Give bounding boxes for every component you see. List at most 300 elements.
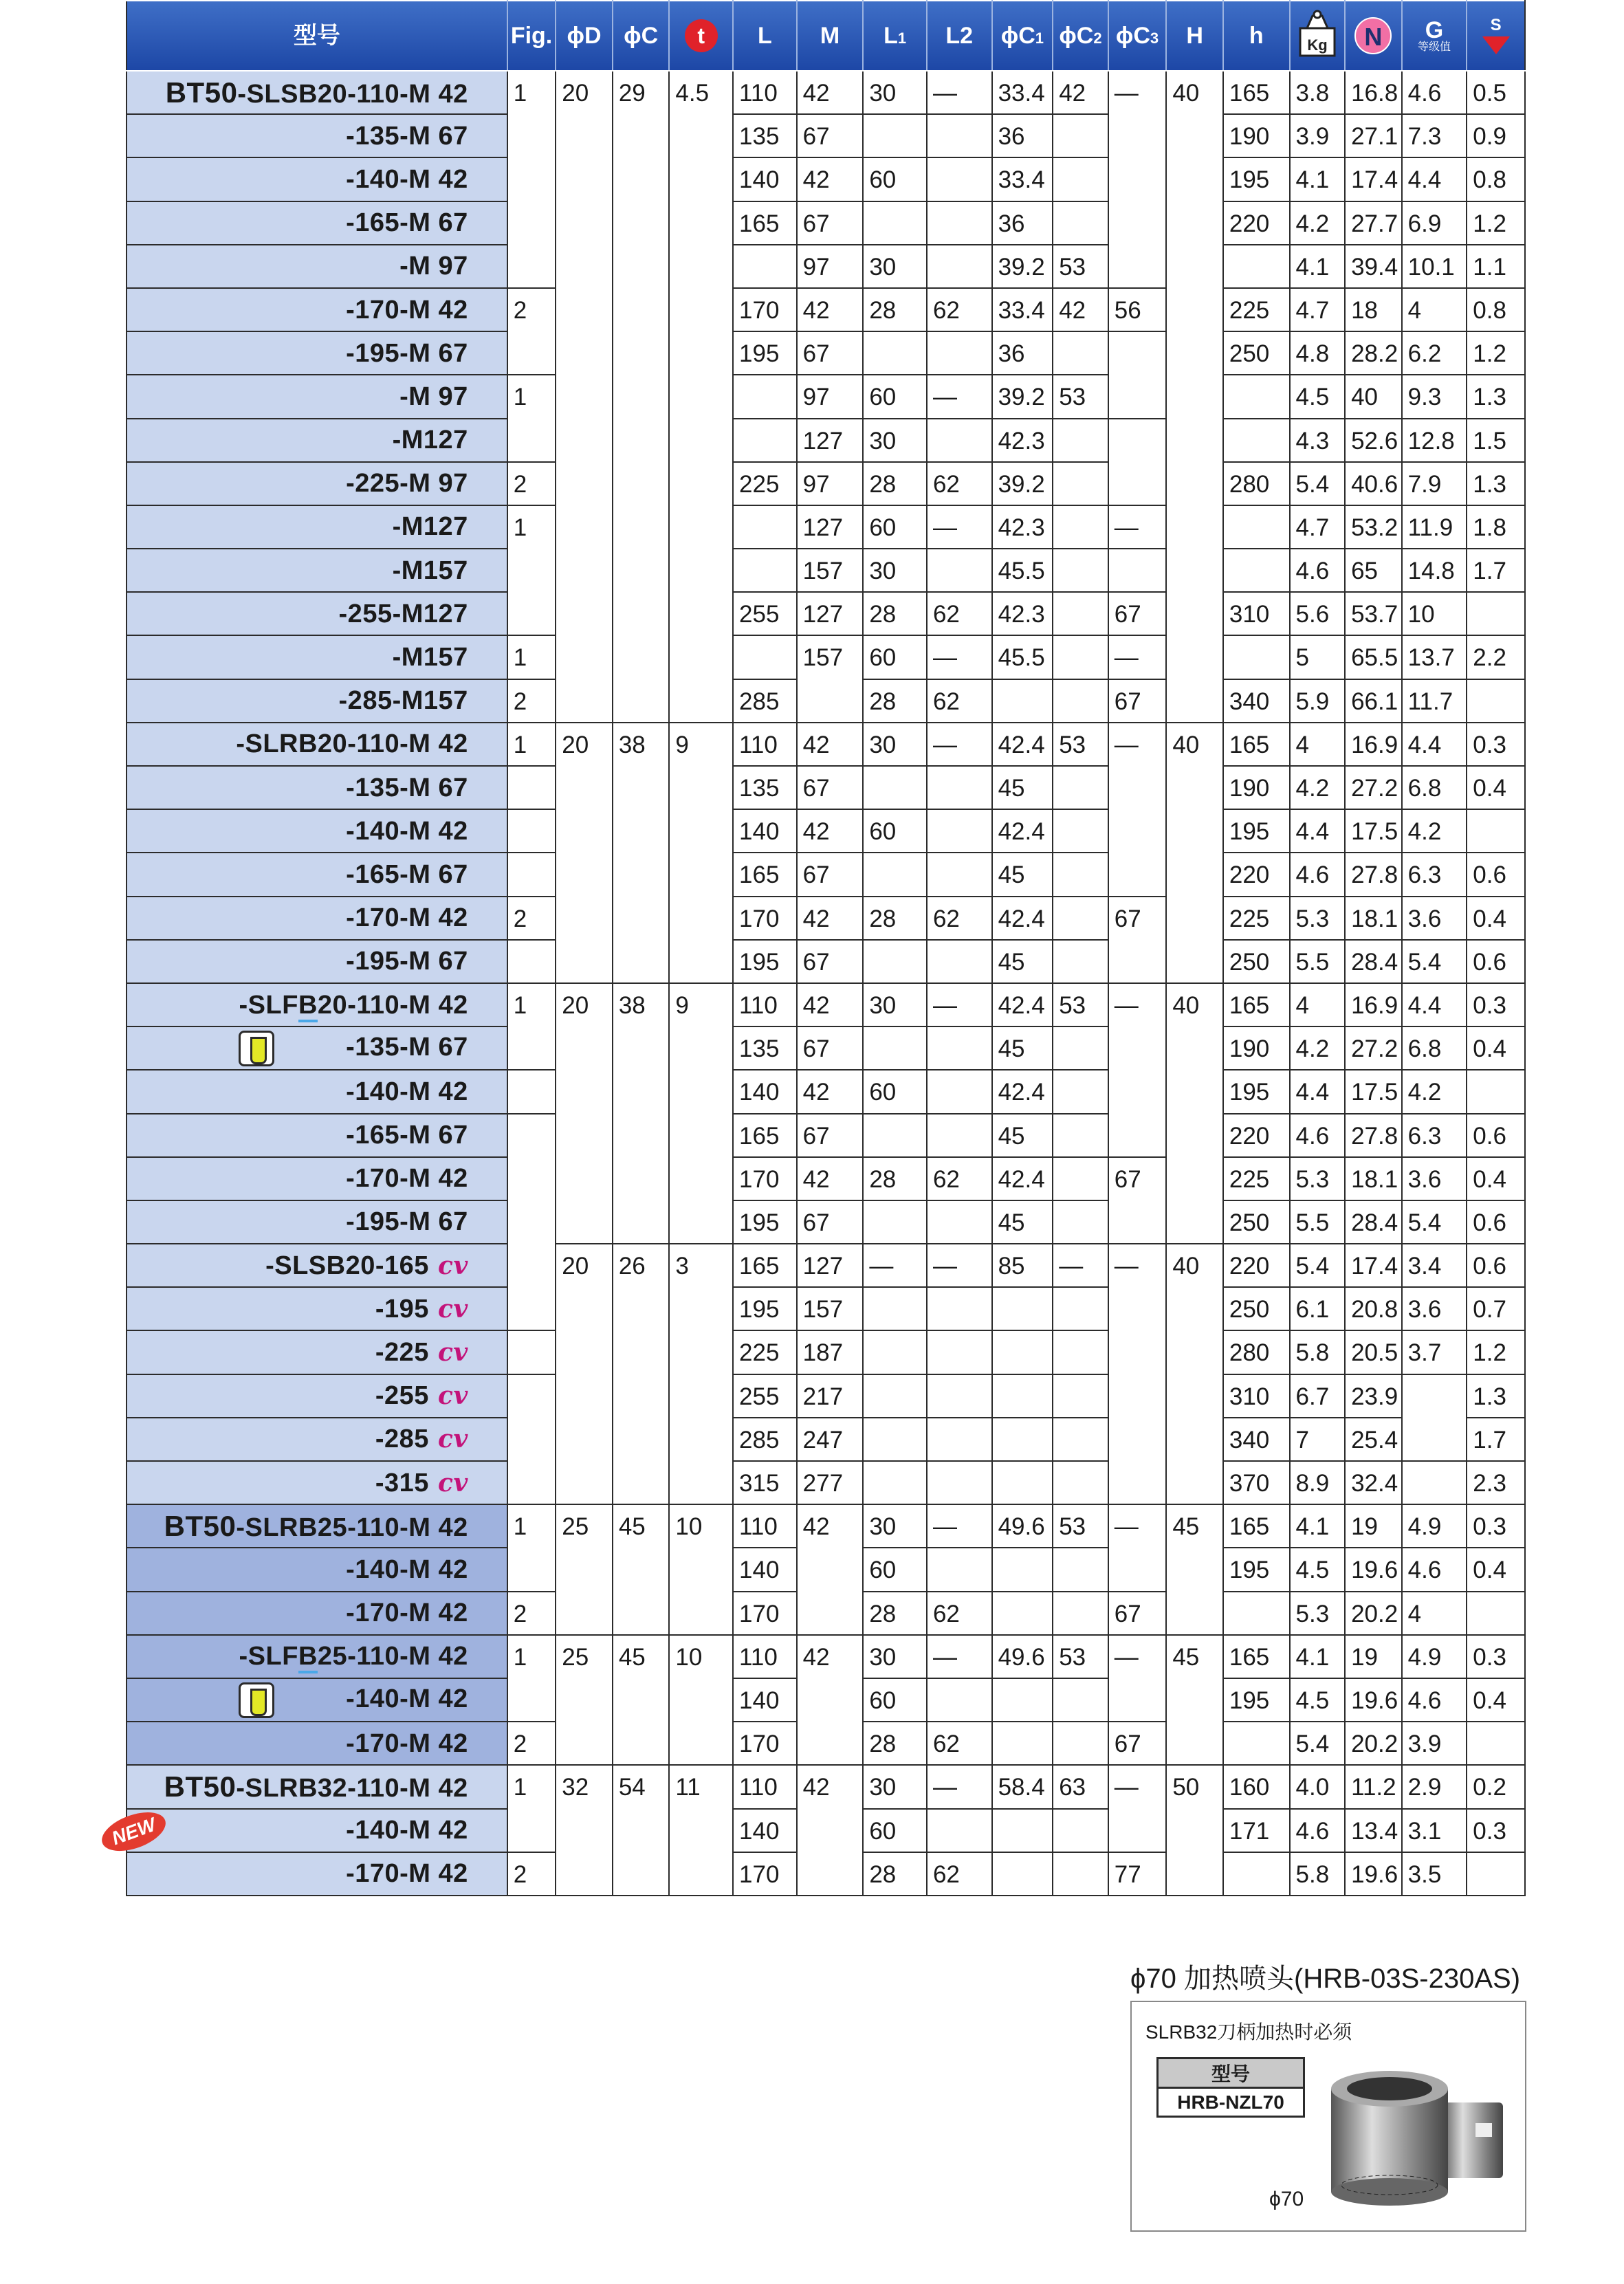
model-cell: [127, 505, 507, 549]
cell-C2: [1053, 1026, 1108, 1070]
cell-M: 67: [797, 766, 864, 809]
cell-L2: 62: [927, 679, 992, 723]
col-header-4: [669, 1, 733, 71]
model-text: -285-M157: [338, 686, 468, 716]
model-cell: [127, 1026, 507, 1070]
cell-h: 190: [1223, 114, 1290, 157]
cell-t: 10: [669, 1504, 733, 1635]
cell-N: 27.2: [1345, 1026, 1402, 1070]
cell-L: 165: [733, 1244, 797, 1287]
cell-G: 14.8: [1402, 549, 1467, 592]
cell-M: 127: [797, 505, 864, 549]
cell-N: 39.4: [1345, 245, 1402, 288]
cell-L: 195: [733, 331, 797, 375]
cell-G: 4.9: [1402, 1635, 1467, 1678]
cell-L1: 30: [863, 1504, 927, 1548]
cell-D: 32: [556, 1765, 613, 1896]
cell-S: 0.4: [1467, 1548, 1525, 1591]
cell-L1: [863, 114, 927, 157]
cell-M: 247: [797, 1418, 864, 1461]
cell-L2: [927, 1200, 992, 1244]
cell-G: 10.1: [1402, 245, 1467, 288]
cell-G: 4.9: [1402, 1504, 1467, 1548]
cell-H: 45: [1166, 1635, 1223, 1766]
cell-fig: 2: [507, 679, 556, 723]
cell-L1: [863, 331, 927, 375]
cell-h: [1223, 375, 1290, 418]
cell-M: 42: [797, 1765, 864, 1896]
down-arrow-icon: [1482, 36, 1510, 54]
model-cell: [127, 1852, 507, 1896]
model-text: -M157: [392, 643, 468, 672]
model-cell: [127, 245, 507, 288]
model-text: -135-M 67: [346, 1032, 468, 1062]
col-header-9: ϕC1: [992, 1, 1053, 71]
cell-kg: 3.8: [1290, 71, 1346, 114]
model-text: -285: [375, 1425, 429, 1454]
cell-S: 0.4: [1467, 1026, 1525, 1070]
table-row: [127, 71, 1525, 114]
model-cell: [127, 288, 507, 331]
cell-C2: [1053, 157, 1108, 201]
cell-N: 28.4: [1345, 1200, 1402, 1244]
model-text: -SLSB20-110-M 42: [237, 79, 468, 109]
model-cell: [127, 1722, 507, 1765]
cell-C1: 33.4: [992, 71, 1053, 114]
cell-N: 27.7: [1345, 201, 1402, 245]
cell-L1: 30: [863, 549, 927, 592]
model-cell: [127, 1809, 507, 1852]
cell-G: 11.9: [1402, 505, 1467, 549]
cell-kg: 5.5: [1290, 940, 1346, 983]
cell-C2: [1053, 897, 1108, 940]
cell-kg: 4.2: [1290, 766, 1346, 809]
col-header-1: Fig.: [507, 1, 556, 71]
cell-G: 4.6: [1402, 71, 1467, 114]
cell-M: 67: [797, 331, 864, 375]
cell-h: 195: [1223, 1070, 1290, 1113]
model-text: -M157: [392, 556, 468, 585]
cell-L: 110: [733, 723, 797, 766]
cell-C1: 45.5: [992, 635, 1053, 679]
cell-C2: [1053, 114, 1108, 157]
model-cell: [127, 1200, 507, 1244]
table-row: [127, 1114, 1525, 1157]
cell-kg: 4.6: [1290, 853, 1346, 896]
cell-L1: 30: [863, 1765, 927, 1808]
cell-D: 25: [556, 1504, 613, 1635]
cell-L: 165: [733, 1114, 797, 1157]
table-row: [127, 1157, 1525, 1200]
model-cell: [127, 766, 507, 809]
cell-C1: 49.6: [992, 1504, 1053, 1548]
cell-t: 10: [669, 1635, 733, 1766]
cell-L1: 28: [863, 1157, 927, 1200]
cv-mark: cv: [428, 1338, 468, 1368]
cell-L1: 60: [863, 1548, 927, 1591]
table-row: [127, 114, 1525, 157]
cell-h: 225: [1223, 897, 1290, 940]
cell-M: 42: [797, 897, 864, 940]
cell-C1: 39.2: [992, 462, 1053, 505]
cell-fig: 1: [507, 635, 556, 679]
cell-kg: 4: [1290, 723, 1346, 766]
cell-N: 20.8: [1345, 1287, 1402, 1330]
cell-kg: 7: [1290, 1418, 1346, 1461]
cell-L: 140: [733, 809, 797, 853]
cell-M: 277: [797, 1461, 864, 1504]
cell-C1: 42.4: [992, 983, 1053, 1026]
cell-kg: 5.4: [1290, 1244, 1346, 1287]
cell-G: 7.9: [1402, 462, 1467, 505]
cell-L: 135: [733, 766, 797, 809]
cell-N: 28.4: [1345, 940, 1402, 983]
cell-N: 18.1: [1345, 1157, 1402, 1200]
model-cell: [127, 201, 507, 245]
cell-D: 20: [556, 723, 613, 983]
cell-C3: —: [1108, 635, 1167, 679]
cell-L2: 62: [927, 462, 992, 505]
col-header-0: 型号: [127, 1, 507, 71]
table-row: [127, 375, 1525, 418]
cell-L1: 28: [863, 897, 927, 940]
cell-S: 0.3: [1467, 1635, 1525, 1678]
cell-G: 4.2: [1402, 1070, 1467, 1113]
cell-h: 220: [1223, 1114, 1290, 1157]
cell-kg: 8.9: [1290, 1461, 1346, 1504]
cell-S: 0.6: [1467, 1244, 1525, 1287]
cell-H: 40: [1166, 983, 1223, 1244]
cell-N: 16.9: [1345, 983, 1402, 1026]
cell-h: 220: [1223, 201, 1290, 245]
series-prefix: BT50: [165, 76, 238, 109]
cell-M: 187: [797, 1330, 864, 1374]
model-text: -SLRB20-110-M 42: [236, 729, 468, 759]
cell-C3: 77: [1108, 1852, 1167, 1896]
model-text: -SLSB20-165: [265, 1251, 429, 1280]
cell-M: 42: [797, 983, 864, 1026]
cell-N: 19.6: [1345, 1678, 1402, 1722]
cell-C1: 42.3: [992, 592, 1053, 635]
cell-L: 110: [733, 1765, 797, 1808]
cell-L2: 62: [927, 1852, 992, 1896]
cell-C1: [992, 1852, 1053, 1896]
model-text: -M127: [392, 512, 468, 542]
cell-kg: 6.1: [1290, 1287, 1346, 1330]
cell-M: 67: [797, 853, 864, 896]
cell-C1: [992, 679, 1053, 723]
cell-N: 18: [1345, 288, 1402, 331]
cell-L1: 28: [863, 1852, 927, 1896]
cell-L: 195: [733, 1287, 797, 1330]
cell-L2: —: [927, 983, 992, 1026]
series-prefix: BT50: [164, 1509, 237, 1542]
cell-S: 0.4: [1467, 897, 1525, 940]
cell-N: 20.2: [1345, 1722, 1402, 1765]
cell-G: 3.5: [1402, 1852, 1467, 1896]
col-header-5: L: [733, 1, 797, 71]
cell-C1: 45: [992, 1026, 1053, 1070]
cell-C3: 67: [1108, 1592, 1167, 1635]
cell-L1: [863, 1026, 927, 1070]
table-row: [127, 462, 1525, 505]
cell-L: 110: [733, 983, 797, 1026]
cell-M: 127: [797, 1244, 864, 1287]
cell-C3: 67: [1108, 679, 1167, 723]
col-header-11: ϕC3: [1108, 1, 1167, 71]
cell-H: 40: [1166, 723, 1223, 983]
cell-L1: 60: [863, 635, 927, 679]
cell-C3: —: [1108, 71, 1167, 288]
cell-L: 285: [733, 679, 797, 723]
model-cell: [127, 419, 507, 462]
cell-L2: [927, 331, 992, 375]
cell-G: 3.6: [1402, 1287, 1467, 1330]
model-text: -170-M 42: [346, 1599, 468, 1628]
model-text: -140-M 42: [346, 1555, 468, 1584]
cell-fig: 2: [507, 288, 556, 375]
cell-G: 6.8: [1402, 1026, 1467, 1070]
model-cell: [127, 1114, 507, 1157]
cell-L: 140: [733, 1548, 797, 1591]
t-icon: t: [685, 19, 718, 52]
cell-h: 220: [1223, 1244, 1290, 1287]
heater-title: ϕ70 加热喷头(HRB-03S-230AS): [1130, 1964, 1521, 1994]
cell-kg: 4: [1290, 983, 1346, 1026]
cell-S: 1.3: [1467, 462, 1525, 505]
cell-fig: [507, 1374, 556, 1505]
cell-C1: [992, 1374, 1053, 1418]
cell-C3: [1108, 549, 1167, 592]
model-cell: [127, 1244, 507, 1287]
cell-L2: —: [927, 1765, 992, 1808]
cell-C: 45: [613, 1635, 670, 1766]
cell-G: 4: [1402, 1592, 1467, 1635]
table-row: [127, 723, 1525, 766]
cell-L: 225: [733, 1330, 797, 1374]
cell-S: 0.2: [1467, 1765, 1525, 1808]
cell-C2: 53: [1053, 375, 1108, 418]
cell-L1: [863, 1200, 927, 1244]
cell-kg: 5.4: [1290, 1722, 1346, 1765]
cell-C1: [992, 1722, 1053, 1765]
cell-L1: 60: [863, 505, 927, 549]
heater-box: [1130, 2001, 1526, 2232]
cell-fig: 2: [507, 1722, 556, 1765]
cell-L: [733, 245, 797, 288]
cell-h: 340: [1223, 1418, 1290, 1461]
cv-mark: cv: [428, 1381, 468, 1411]
cell-S: 0.7: [1467, 1287, 1525, 1330]
cell-S: 1.2: [1467, 201, 1525, 245]
cell-L1: 30: [863, 71, 927, 114]
cell-N: 16.8: [1345, 71, 1402, 114]
model-text: -140-M 42: [346, 1816, 468, 1845]
model-cell: [127, 549, 507, 592]
heater-note: SLRB32刀柄加热时必须: [1145, 2021, 1352, 2043]
cell-C: 38: [613, 723, 670, 983]
cell-fig: [507, 1114, 556, 1331]
cell-kg: 4.1: [1290, 1504, 1346, 1548]
cell-L1: [863, 766, 927, 809]
model-cell: [127, 375, 507, 418]
cell-h: 220: [1223, 853, 1290, 896]
cell-L2: [927, 1418, 992, 1461]
model-text: -170-M 42: [346, 1859, 468, 1889]
cell-L2: —: [927, 1504, 992, 1548]
cell-L2: [927, 1461, 992, 1504]
cell-h: 310: [1223, 592, 1290, 635]
cell-N: 27.1: [1345, 114, 1402, 157]
cell-C2: 53: [1053, 983, 1108, 1026]
cell-H: 40: [1166, 71, 1223, 723]
col-header-16: G 等级值: [1402, 1, 1467, 71]
cell-L1: 30: [863, 723, 927, 766]
cell-N: 19: [1345, 1504, 1402, 1548]
model-text: -170-M 42: [346, 1728, 468, 1758]
cell-C2: [1053, 1722, 1108, 1765]
cell-fig: 1: [507, 1635, 556, 1722]
cell-kg: 4.8: [1290, 331, 1346, 375]
cell-C1: 42.4: [992, 1070, 1053, 1113]
cell-C2: 63: [1053, 1765, 1108, 1808]
cell-t: 3: [669, 1244, 733, 1504]
col-header-17: S: [1467, 1, 1525, 71]
cell-M: 67: [797, 940, 864, 983]
cell-fig: [507, 940, 556, 983]
table-row: [127, 1070, 1525, 1113]
cell-C2: [1053, 1330, 1108, 1374]
cell-fig: [507, 853, 556, 896]
cell-L: 255: [733, 592, 797, 635]
cell-M: 67: [797, 201, 864, 245]
model-cell: [127, 635, 507, 679]
cell-C1: [992, 1330, 1053, 1374]
cell-kg: 4.3: [1290, 419, 1346, 462]
cell-S: 1.2: [1467, 331, 1525, 375]
cell-C2: [1053, 549, 1108, 592]
cell-L1: [863, 1287, 927, 1330]
cell-h: 195: [1223, 157, 1290, 201]
cell-L1: 30: [863, 245, 927, 288]
cell-C1: 42.4: [992, 723, 1053, 766]
cell-G: 6.8: [1402, 766, 1467, 809]
cell-L1: [863, 201, 927, 245]
cell-L1: [863, 940, 927, 983]
cell-h: 250: [1223, 1200, 1290, 1244]
cell-G: 6.3: [1402, 1114, 1467, 1157]
cell-H: 40: [1166, 1244, 1223, 1504]
cell-L: 140: [733, 157, 797, 201]
cell-M: 127: [797, 592, 864, 635]
model-text: -SLFB25-110-M 42: [239, 1642, 468, 1673]
cell-t: 4.5: [669, 71, 733, 723]
cell-L2: [927, 1114, 992, 1157]
cell-C3: —: [1108, 1765, 1167, 1852]
cell-N: 23.9: [1345, 1374, 1402, 1418]
cell-M: 157: [797, 635, 864, 722]
model-cell: [127, 1635, 507, 1678]
cell-kg: 4.6: [1290, 1114, 1346, 1157]
model-text: -135-M 67: [346, 121, 468, 151]
cell-C3: —: [1108, 983, 1167, 1157]
model-cell: [127, 1330, 507, 1374]
cell-N: 53.2: [1345, 505, 1402, 549]
cell-fig: 2: [507, 1592, 556, 1635]
cell-kg: 4.6: [1290, 1809, 1346, 1852]
cell-C1: 39.2: [992, 375, 1053, 418]
cell-L1: 60: [863, 1678, 927, 1722]
cell-S: 1.7: [1467, 1418, 1525, 1461]
cell-S: 0.6: [1467, 1114, 1525, 1157]
cell-L1: 60: [863, 157, 927, 201]
cell-L2: —: [927, 505, 992, 549]
cell-M: 67: [797, 1114, 864, 1157]
cell-S: 0.4: [1467, 766, 1525, 809]
cell-C2: [1053, 940, 1108, 983]
model-text: -140-M 42: [346, 164, 468, 194]
cell-L1: 28: [863, 592, 927, 635]
model-text: -170-M 42: [346, 903, 468, 933]
coolant-icon: [239, 1682, 274, 1718]
cell-h: 165: [1223, 1635, 1290, 1678]
cell-C2: 53: [1053, 723, 1108, 766]
cell-kg: 5.4: [1290, 462, 1346, 505]
cell-M: 42: [797, 1157, 864, 1200]
cell-h: 195: [1223, 1678, 1290, 1722]
cell-L1: 28: [863, 679, 927, 723]
cell-C1: 45: [992, 766, 1053, 809]
cell-C1: [992, 1461, 1053, 1504]
cell-L2: [927, 549, 992, 592]
cell-N: 66.1: [1345, 679, 1402, 723]
cell-C2: [1053, 1287, 1108, 1330]
cell-G: 4.2: [1402, 809, 1467, 853]
cell-C2: [1053, 505, 1108, 549]
col-header-12: H: [1166, 1, 1223, 71]
cell-L: 195: [733, 940, 797, 983]
cell-C2: [1053, 635, 1108, 679]
cell-G: 3.9: [1402, 1722, 1467, 1765]
cell-N: 19.6: [1345, 1548, 1402, 1591]
cell-C2: 53: [1053, 1504, 1108, 1548]
cell-G: 4.4: [1402, 983, 1467, 1026]
cell-G: 4.6: [1402, 1548, 1467, 1591]
cell-L2: [927, 766, 992, 809]
cell-S: 1.2: [1467, 1330, 1525, 1374]
cell-h: 225: [1223, 288, 1290, 331]
cell-D: 20: [556, 1244, 613, 1504]
table-row: [127, 245, 1525, 288]
model-text: -195-M 67: [346, 1207, 468, 1237]
weight-icon: [1297, 9, 1337, 58]
cell-L: 110: [733, 1635, 797, 1678]
cell-C3: 67: [1108, 897, 1167, 983]
cell-C1: 85: [992, 1244, 1053, 1287]
cell-L2: [927, 114, 992, 157]
model-cell: [127, 1374, 507, 1418]
cell-L2: [927, 245, 992, 288]
cell-M: 42: [797, 71, 864, 114]
cell-M: 42: [797, 288, 864, 331]
cell-S: 1.8: [1467, 505, 1525, 549]
cell-L2: [927, 1026, 992, 1070]
cell-C1: 42.3: [992, 419, 1053, 462]
cell-h: [1223, 1852, 1290, 1896]
cell-S: 0.4: [1467, 1678, 1525, 1722]
cell-C1: 42.4: [992, 1157, 1053, 1200]
model-text: -SLRB32-110-M 42: [236, 1773, 468, 1803]
